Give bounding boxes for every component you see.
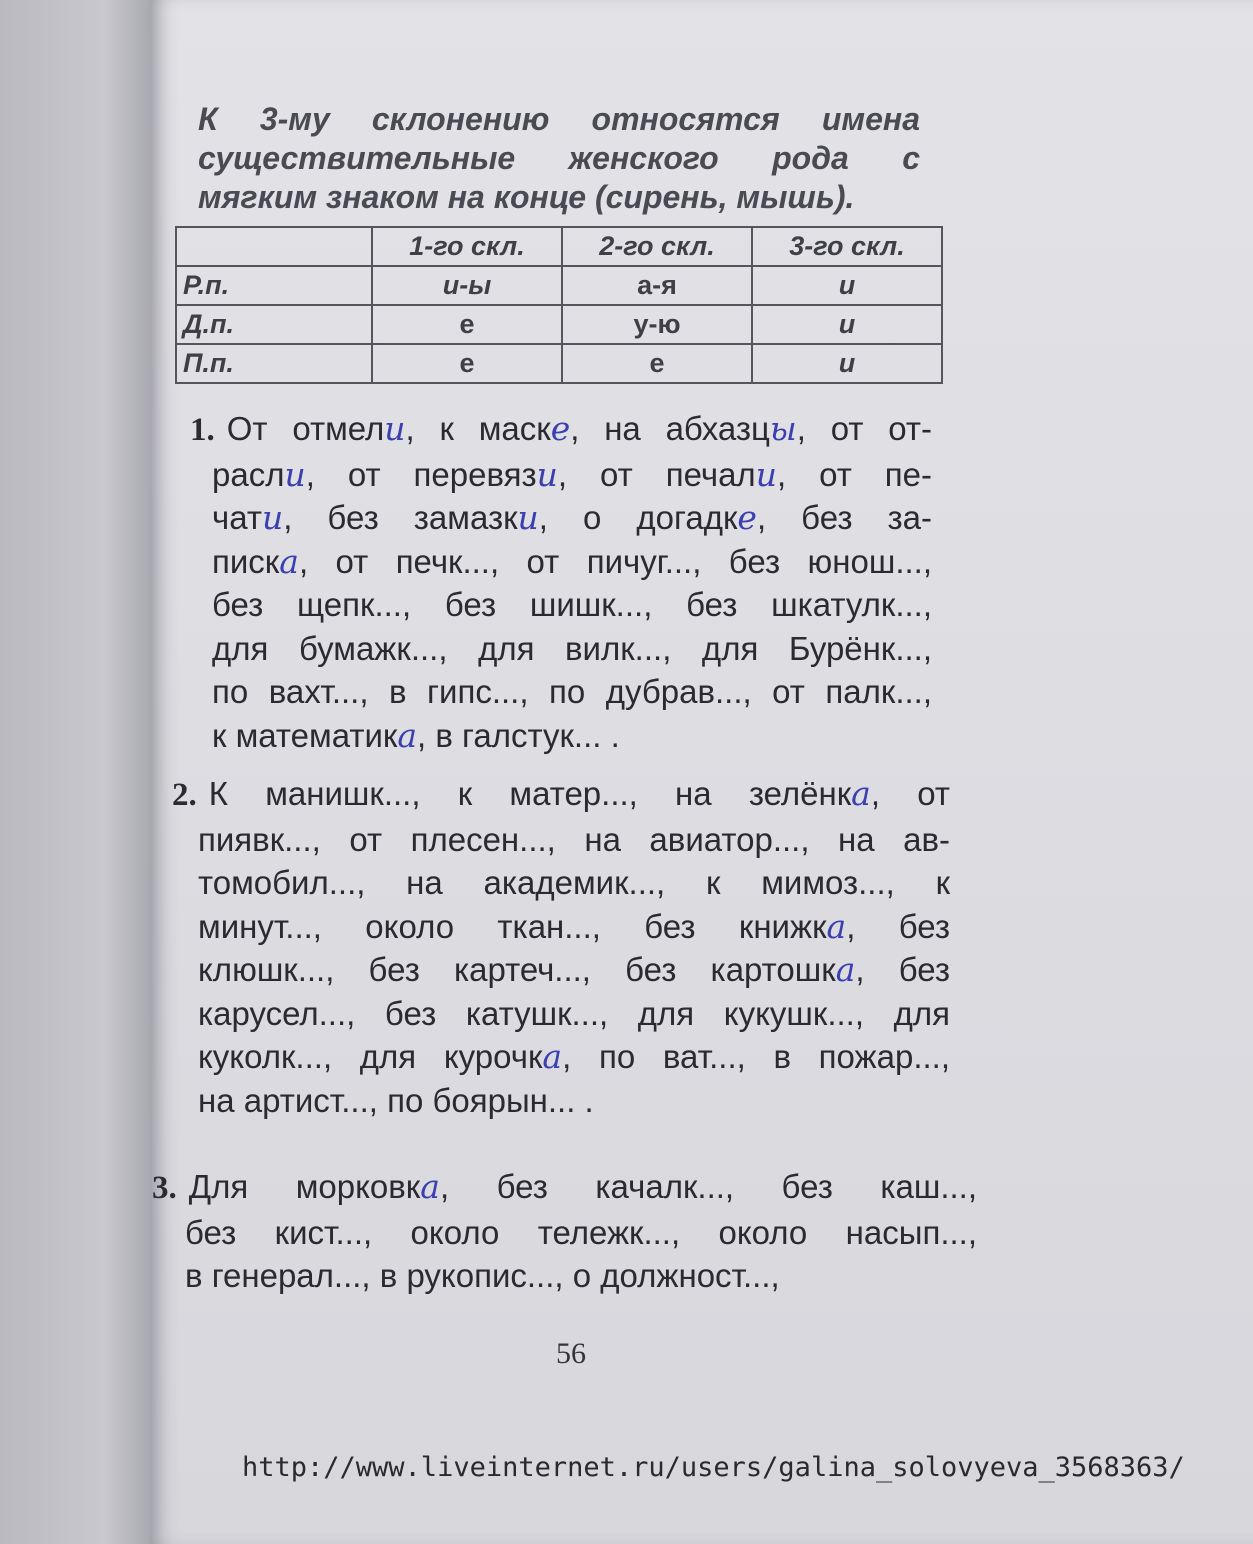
printed-text: , без [855,951,950,988]
table-cell: и-ы [372,266,562,305]
handwritten-ending: а [851,774,871,813]
table-cell: е [562,344,752,383]
exercise-line [172,992,950,1036]
exercise-number: 1. [190,412,215,448]
table-row [176,305,942,344]
printed-text: пиявк..., от плесен..., на авиатор..., на ав- [198,820,950,858]
exercise-line [172,818,950,862]
printed-text: , по ват..., в пожар..., [562,1038,950,1075]
exercise-2 [172,772,950,1122]
handwritten-ending: и [536,454,558,494]
handwritten-ending: а [397,715,418,755]
handwritten-ending: и [755,454,777,494]
handwritten-ending: а [826,906,847,946]
table-header-cell: 2-го скл. [562,227,752,266]
printed-text: в генерал..., в рукопис..., о должност..., [185,1257,780,1294]
handwritten-ending: и [284,454,306,494]
exercise-1 [190,407,932,757]
printed-text: на артист..., по боярын... . [198,1081,594,1119]
table-row [176,344,942,383]
table-row [176,266,942,305]
printed-text: , без замазк [283,499,518,536]
table-header-cell: 3-го скл. [752,227,942,266]
printed-text: , от перевяз [305,455,537,493]
table-header-cell: 1-го скл. [372,227,562,266]
printed-text: к математик [212,716,398,754]
table-header-row [176,227,942,266]
handwritten-ending: и [517,498,539,537]
printed-text: , без [846,907,950,945]
exercise-3 [152,1165,977,1298]
printed-text: по вахт..., в гипс..., по дубрав..., от палк..., [212,673,932,710]
exercise-line [190,407,932,453]
exercise-line [190,496,932,540]
handwritten-ending: ы [769,409,797,448]
printed-text: без кист..., около тележк..., около насып..., [185,1213,977,1251]
exercise-line [190,583,932,627]
handwritten-ending: е [550,409,571,448]
table-cell: и [752,266,942,305]
table-cell: и [752,305,942,344]
printed-text: Для морковк [188,1168,421,1205]
exercise-line [190,627,932,671]
table-header-cell [176,227,372,266]
exercise-line [152,1165,977,1211]
exercise-line [172,772,950,818]
handwritten-ending: и [261,498,284,537]
exercise-number: 3. [152,1170,177,1206]
printed-text: , от от- [796,410,933,447]
handwritten-ending: а [835,950,856,989]
printed-text: томобил..., на академик..., к мимоз..., к [198,864,950,901]
exercise-line [172,948,950,992]
printed-text: К манишк..., к матер..., на зелёнк [208,775,852,812]
printed-text: без щепк..., без шишк..., без шкатулк..., [212,586,932,623]
printed-text: , без качалк..., без каш..., [439,1168,977,1205]
exercise-line [190,670,932,714]
table-cell: е [372,344,562,383]
handwritten-ending: а [542,1037,563,1076]
handwritten-ending: и [384,409,406,448]
exercise-line [172,905,950,949]
exercise-line [190,453,932,497]
rule-line: мягким знаком на конце (сирень, мышь). [198,179,855,215]
table-cell: и [752,344,942,383]
rule-line: К 3-му склонению относятся имена [198,101,920,137]
adjacent-page-edge [0,0,150,1544]
printed-text: чат [212,499,262,536]
printed-text: , без за- [756,499,932,536]
rule-paragraph [198,100,920,217]
exercise-line [172,1035,950,1079]
printed-text: расл [212,455,285,493]
table-cell: у-ю [562,305,752,344]
exercise-line [152,1254,977,1298]
case-label: Р.п. [176,266,372,305]
handwritten-ending: е [737,498,757,537]
printed-text: , от [870,775,950,812]
rule-line: существительные женского рода с [198,140,920,176]
printed-text: , о догадк [538,499,738,536]
exercise-line [172,861,950,905]
exercise-line [190,714,932,758]
printed-text: , в галстук... . [417,716,620,754]
exercise-line [190,540,932,584]
exercise-number: 2. [172,777,197,813]
printed-text: , на абхазц [570,410,770,447]
table-cell: е [372,305,562,344]
page-number: 56 [556,1337,586,1370]
printed-text: карусел..., без катушк..., для кукушк..., для [198,994,950,1032]
exercise-line [172,1079,950,1123]
printed-text: , к маск [405,410,551,447]
case-label: Д.п. [176,305,372,344]
printed-text: клюшк..., без картеч..., без картошк [198,951,836,988]
printed-text: куколк..., для курочк [198,1038,543,1075]
exercise-line [152,1211,977,1255]
printed-text: , от пе- [776,455,932,493]
printed-text: для бумажк..., для вилк..., для Бурёнк..., [212,629,932,667]
printed-text: минут..., около ткан..., без книжк [198,907,827,945]
printed-text: , от печал [557,455,756,493]
table-cell: а-я [562,266,752,305]
handwritten-ending: а [420,1167,440,1206]
source-url: http://www.liveinternet.ru/users/galina_solovyeva_3568363/ [242,1452,1185,1483]
printed-text: писк [212,542,280,580]
case-label: П.п. [176,344,372,383]
handwritten-ending: а [279,541,299,581]
endings-table [175,226,943,384]
printed-text: , от печк..., от пичуг..., без юнош..., [298,542,932,580]
printed-text: От отмел [226,410,385,447]
